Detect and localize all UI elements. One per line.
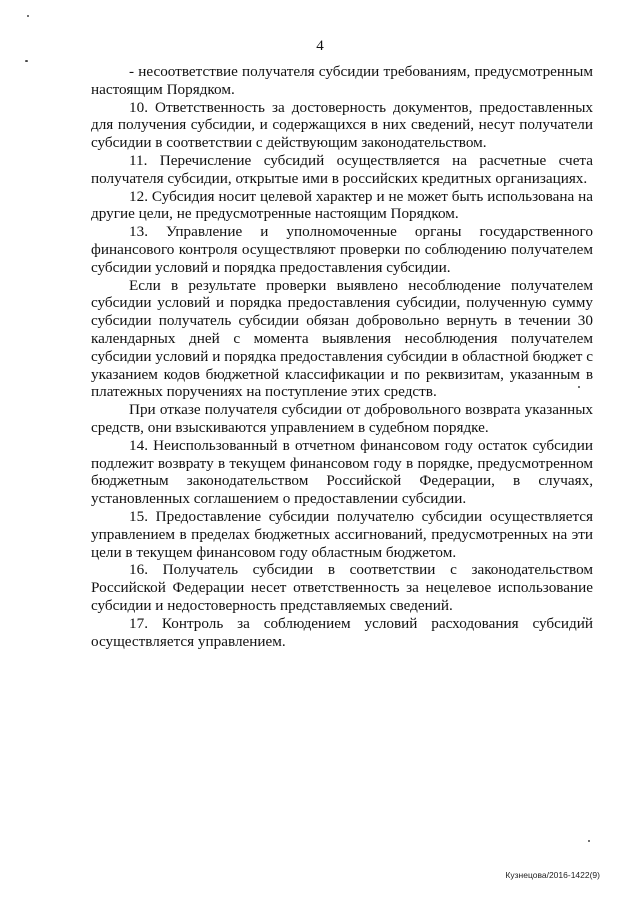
scan-speck (25, 60, 28, 62)
paragraph-13-refund: Если в результате проверки выявлено несоблюдение получателем субсидии условий и порядка предоставления субсидии, полученную сумму субсидии получатель субсидии обязан добровольно вернуть в течении 30 календарных дней с момента выявления несоблюдения получателем субсидии условий и порядка предоставления субсидии в областной бюджет с указанием кодов бюджетной классификации и по реквизитам, указанным в платежных поручениях на поступление этих средств. (91, 276, 593, 401)
document-code-footer: Кузнецова/2016-1422(9) (505, 870, 600, 880)
paragraph-non-compliance: - несоответствие получателя субсидии требованиям, предусмотренным настоящим Порядком. (91, 63, 593, 98)
paragraph-13: 13. Управление и уполномоченные органы государственного финансового контроля осуществляют проверки по соблюдению получателем субсидии условий и порядка предоставления субсидии. (91, 223, 593, 276)
document-body (91, 63, 593, 650)
paragraph-16: 16. Получатель субсидии в соответствии с законодательством Российской Федерации несет ответственность за нецелевое использование субсидии и недостоверность представляемых сведений. (91, 561, 593, 614)
paragraph-12: 12. Субсидия носит целевой характер и не может быть использована на другие цели, не предусмотренные настоящим Порядком. (91, 187, 593, 223)
paragraph-13-court: При отказе получателя субсидии от добровольного возврата указанных средств, они взыскиваются управлением в судебном порядке. (91, 401, 593, 436)
scan-speck (27, 15, 29, 17)
paragraph-15: 15. Предоставление субсидии получателю субсидии осуществляется управлением в пределах бюджетных ассигнований, предусмотренных на эти цели в текущем финансовом году областным бюджетом. (91, 507, 593, 561)
paragraph-11: 11. Перечисление субсидий осуществляется на расчетные счета получателя субсидии, открытые ими в российских кредитных организациях. (91, 151, 593, 187)
scan-speck (588, 840, 590, 842)
paragraph-14: 14. Неиспользованный в отчетном финансовом году остаток субсидии подлежит возврату в текущем финансовом году в порядке, предусмотренном бюджетным законодательством Российской Федерации, в случаях, установленных соглашением о предоставлении субсидии. (91, 436, 593, 508)
paragraph-17: 17. Контроль за соблюдением условий расходования субсидий осуществляется управлением. (91, 614, 593, 650)
page-number: 4 (316, 38, 324, 54)
paragraph-10: 10. Ответственность за достоверность документов, предоставленных для получения субсидии, и содержащихся в них сведений, несут получатели субсидии в соответствии с действующим законодательством. (91, 98, 593, 152)
